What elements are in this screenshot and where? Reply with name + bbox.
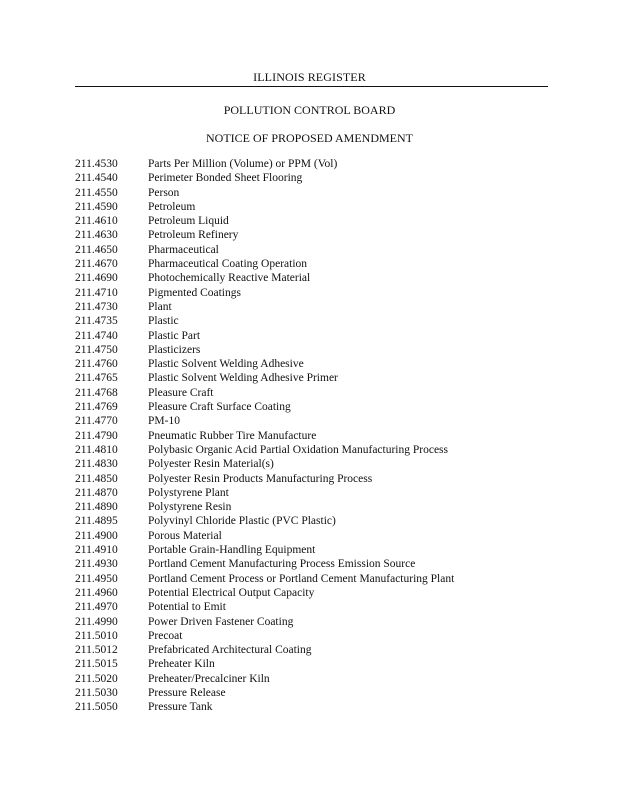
header-divider <box>75 86 548 87</box>
section-number: 211.4960 <box>75 586 118 599</box>
section-title: Porous Material <box>148 529 222 542</box>
section-number: 211.5010 <box>75 629 118 642</box>
section-number: 211.4550 <box>75 186 118 199</box>
section-number: 211.4970 <box>75 601 118 614</box>
section-row <box>75 529 595 543</box>
section-number: 211.5020 <box>75 672 118 685</box>
section-title: Preheater Kiln <box>148 658 215 671</box>
section-row <box>75 414 595 428</box>
section-title: Petroleum Liquid <box>148 215 229 228</box>
section-title: Polystyrene Plant <box>148 486 229 499</box>
section-title: Perimeter Bonded Sheet Flooring <box>148 172 303 185</box>
section-number: 211.4850 <box>75 472 118 485</box>
section-title: Pressure Release <box>148 686 226 699</box>
section-number: 211.4690 <box>75 272 118 285</box>
section-number: 211.4710 <box>75 286 118 299</box>
section-title: Plasticizers <box>148 343 201 356</box>
section-row <box>75 643 595 657</box>
section-row <box>75 600 595 614</box>
section-list <box>75 157 595 715</box>
section-row <box>75 228 595 242</box>
section-row <box>75 329 595 343</box>
section-number: 211.4895 <box>75 515 118 528</box>
section-title: Petroleum Refinery <box>148 229 239 242</box>
section-title: Polybasic Organic Acid Partial Oxidation Manufacturing Process <box>148 443 449 456</box>
section-row <box>75 314 595 328</box>
section-row <box>75 572 595 586</box>
section-row <box>75 357 595 371</box>
section-row <box>75 700 595 714</box>
section-title: Pneumatic Rubber Tire Manufacture <box>148 429 317 442</box>
section-title: Plastic Solvent Welding Adhesive Primer <box>148 372 338 385</box>
section-row <box>75 286 595 300</box>
section-title: Plastic Solvent Welding Adhesive <box>148 358 304 371</box>
section-title: Pharmaceutical <box>148 243 219 256</box>
section-number: 211.4950 <box>75 572 118 585</box>
section-row <box>75 200 595 214</box>
section-row <box>75 343 595 357</box>
section-number: 211.4630 <box>75 229 118 242</box>
section-row <box>75 214 595 228</box>
section-number: 211.4750 <box>75 343 118 356</box>
section-number: 211.4530 <box>75 158 118 170</box>
section-row <box>75 300 595 314</box>
section-row <box>75 400 595 414</box>
section-number: 211.4765 <box>75 372 118 385</box>
section-number: 211.4900 <box>75 529 118 542</box>
section-row <box>75 386 595 400</box>
section-number: 211.4830 <box>75 458 118 471</box>
section-title: Prefabricated Architectural Coating <box>148 644 312 657</box>
section-row <box>75 615 595 629</box>
section-row <box>75 443 595 457</box>
section-title: Parts Per Million (Volume) or PPM (Vol) <box>148 158 338 170</box>
section-title: Polyester Resin Material(s) <box>148 458 274 471</box>
section-number: 211.5030 <box>75 686 118 699</box>
section-title: Pleasure Craft <box>148 386 214 399</box>
section-title: Polyvinyl Chloride Plastic (PVC Plastic) <box>148 515 336 528</box>
section-number: 211.5012 <box>75 644 118 657</box>
section-row <box>75 629 595 643</box>
section-title: Polyester Resin Products Manufacturing Process <box>148 472 373 485</box>
section-row <box>75 514 595 528</box>
section-title: Pleasure Craft Surface Coating <box>148 401 291 414</box>
section-title: Preheater/Precalciner Kiln <box>148 672 270 685</box>
section-row <box>75 243 595 257</box>
section-title: Power Driven Fastener Coating <box>148 615 294 628</box>
section-title: Potential Electrical Output Capacity <box>148 586 315 599</box>
section-title: PM-10 <box>148 415 180 428</box>
section-row <box>75 429 595 443</box>
section-number: 211.4990 <box>75 615 118 628</box>
section-row <box>75 543 595 557</box>
section-title: Plastic <box>148 315 179 328</box>
section-title: Portland Cement Manufacturing Process Emission Source <box>148 558 416 571</box>
section-number: 211.5050 <box>75 701 118 714</box>
section-number: 211.4650 <box>75 243 118 256</box>
section-row <box>75 500 595 514</box>
section-title: Polystyrene Resin <box>148 501 232 514</box>
section-number: 211.4768 <box>75 386 118 399</box>
section-title: Plastic Part <box>148 329 201 342</box>
section-number: 211.4910 <box>75 544 118 557</box>
section-number: 211.4540 <box>75 172 118 185</box>
section-title: Precoat <box>148 629 183 642</box>
section-row <box>75 586 595 600</box>
section-title: Petroleum <box>148 200 196 213</box>
section-number: 211.4590 <box>75 200 118 213</box>
section-number: 211.4870 <box>75 486 118 499</box>
section-row <box>75 157 595 171</box>
section-number: 211.5015 <box>75 658 118 671</box>
section-row <box>75 457 595 471</box>
section-number: 211.4760 <box>75 358 118 371</box>
section-row <box>75 171 595 185</box>
section-row <box>75 257 595 271</box>
section-number: 211.4670 <box>75 258 118 271</box>
section-title: Pharmaceutical Coating Operation <box>148 258 308 271</box>
section-title: Person <box>148 186 180 199</box>
section-number: 211.4730 <box>75 300 118 313</box>
section-row <box>75 186 595 200</box>
section-number: 211.4930 <box>75 558 118 571</box>
section-number: 211.4790 <box>75 429 118 442</box>
section-title: Plant <box>148 300 172 313</box>
section-number: 211.4810 <box>75 443 118 456</box>
section-title: Pressure Tank <box>148 701 213 714</box>
section-title: Portland Cement Process or Portland Cement Manufacturing Plant <box>148 572 455 585</box>
section-row <box>75 686 595 700</box>
section-number: 211.4770 <box>75 415 118 428</box>
section-number: 211.4735 <box>75 315 118 328</box>
register-title: ILLINOIS REGISTER <box>253 70 366 84</box>
section-row <box>75 486 595 500</box>
section-title: Portable Grain-Handling Equipment <box>148 544 316 557</box>
section-row <box>75 672 595 686</box>
section-row <box>75 271 595 285</box>
notice-title: NOTICE OF PROPOSED AMENDMENT <box>205 131 414 145</box>
section-title: Pigmented Coatings <box>148 286 241 299</box>
section-number: 211.4769 <box>75 401 118 414</box>
section-number: 211.4740 <box>75 329 118 342</box>
section-number: 211.4890 <box>75 501 118 514</box>
section-number: 211.4610 <box>75 215 118 228</box>
board-name: POLLUTION CONTROL BOARD <box>223 103 396 117</box>
section-row <box>75 657 595 671</box>
section-row <box>75 557 595 571</box>
section-title: Photochemically Reactive Material <box>148 272 311 285</box>
section-row <box>75 371 595 385</box>
section-title: Potential to Emit <box>148 601 226 614</box>
section-row <box>75 472 595 486</box>
